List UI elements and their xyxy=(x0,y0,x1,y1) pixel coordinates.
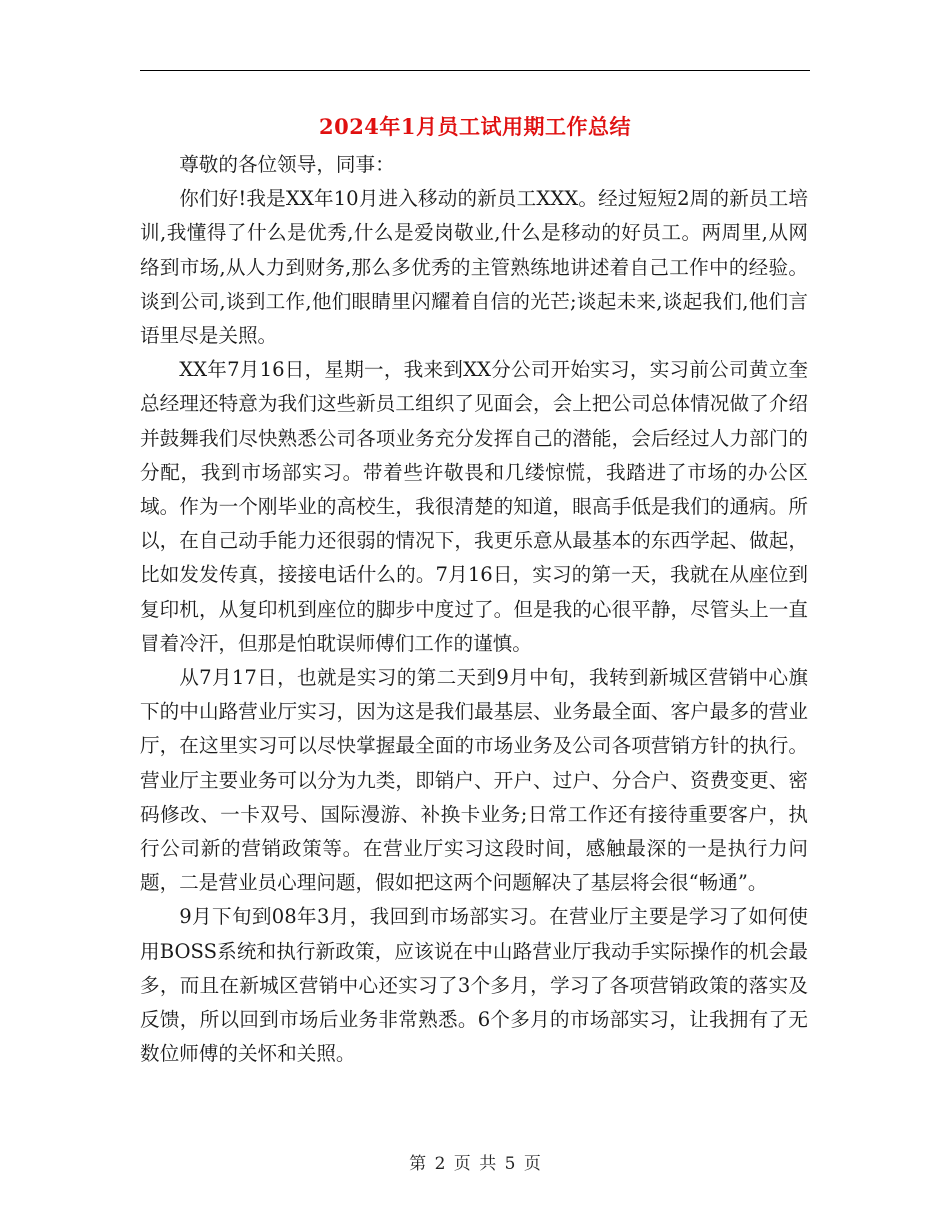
paragraph-business-hall: 从7月17日，也就是实习的第二天到9月中旬，我转到新城区营销中心旗下的中山路营业厅实习，因为这是我们最基层、业务最全面、客户最多的营业厅，在这里实习可以尽快掌握最全面的市场业务及公司各项营销方针的执行。营业厅主要业务可以分为九类，即销户、开户、过户、分合户、资费变更、密码修改、一卡双号、国际漫游、补换卡业务;日常工作还有接待重要客户，执行公司新的营销政策等。在营业厅实习这段时间，感触最深的一是执行力问题，二是营业员心理问题，假如把这两个问题解决了基层将会很“畅通”。 xyxy=(140,666,808,895)
header-rule xyxy=(140,70,810,71)
paragraph-greeting: 你们好!我是XX年10月进入移动的新员工XXX。经过短短2周的新员工培训,我懂得了什么是优秀,什么是爱岗敬业,什么是移动的好员工。两周里,从网络到市场,从人力到财务,那么多优秀的主管熟练地讲述着自己工作中的经验。谈到公司,谈到工作,他们眼睛里闪耀着自信的光芒;谈起未来,谈起我们,他们言语里尽是关照。 xyxy=(140,187,808,348)
salutation: 尊敬的各位领导，同事： xyxy=(179,153,395,176)
page-number-footer: 第 2 页 共 5 页 xyxy=(409,1154,541,1174)
paragraph-marketing-dept: 9月下旬到08年3月，我回到市场部实习。在营业厅主要是学习了如何使用BOSS系统和执行新政策，应该说在中山路营业厅我动手实际操作的机会最多，而且在新城区营销中心还实习了3个多月，学习了各项营销政策的落实及反馈，所以回到市场后业务非常熟悉。6个多月的市场部实习，让我拥有了无数位师傅的关怀和关照。 xyxy=(140,905,808,1066)
paragraph-internship-start: XX年7月16日，星期一，我来到XX分公司开始实习，实习前公司黄立奎总经理还特意为我们这些新员工组织了见面会，会上把公司总体情况做了介绍并鼓舞我们尽快熟悉公司各项业务充分发挥自己的潜能，会后经过人力部门的分配，我到市场部实习。带着些许敬畏和几缕惊慌，我踏进了市场的办公区域。作为一个刚毕业的高校生，我很清楚的知道，眼高手低是我们的通病。所以，在自己动手能力还很弱的情况下，我更乐意从最基本的东西学起、做起，比如发发传真，接接电话什么的。7月16日，实习的第一天，我就在从座位到复印机，从复印机到座位的脚步中度过了。但是我的心很平静，尽管头上一直冒着冷汗，但那是怕耽误师傅们工作的谨慎。 xyxy=(140,358,808,655)
document-body xyxy=(140,148,808,1071)
document-title: 2024年1月员工试用期工作总结 xyxy=(318,114,632,139)
